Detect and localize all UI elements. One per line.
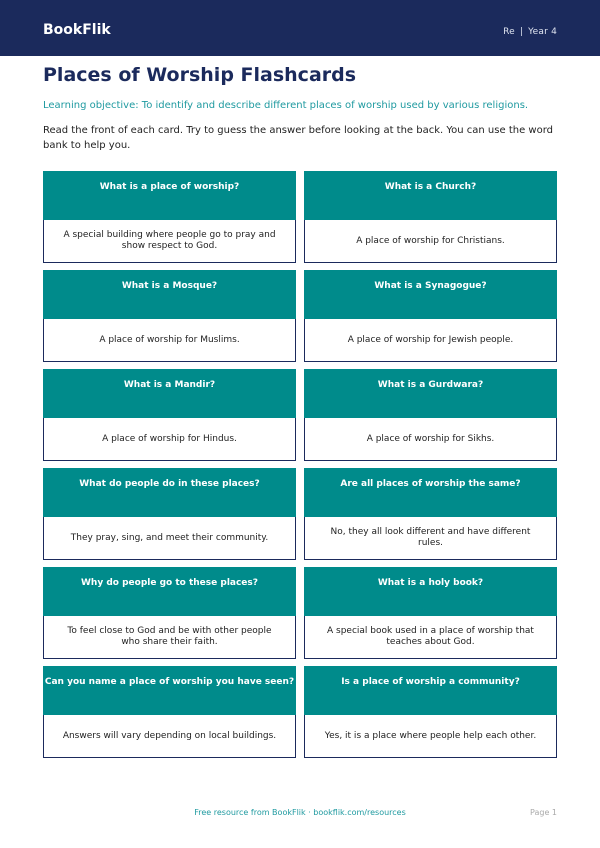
- flashcard-front[interactable]: Why do people go to these places?: [43, 567, 296, 616]
- meta-separator: |: [519, 27, 524, 37]
- flashcard[interactable]: [43, 171, 296, 263]
- flashcard-front[interactable]: What is a Synagogue?: [304, 270, 557, 319]
- footer-resource-link[interactable]: Free resource from BookFlik · bookflik.com/resources: [194, 808, 406, 817]
- flashcard-front[interactable]: What is a Mandir?: [43, 369, 296, 418]
- year-label: Year 4: [528, 27, 557, 37]
- flashcard-back: [304, 715, 557, 758]
- flashcard-answer: Answers will vary depending on local buildings.: [62, 730, 277, 741]
- flashcard-front[interactable]: Is a place of worship a community?: [304, 666, 557, 715]
- flashcard[interactable]: [43, 270, 296, 362]
- flashcard-answer: A place of worship for Hindus.: [102, 433, 237, 444]
- flashcard-answer: A special building where people go to pray and show respect to God.: [63, 230, 276, 251]
- flashcard-back: [43, 319, 296, 362]
- flashcard-answer: No, they all look different and have different rules.: [330, 527, 531, 548]
- flashcard[interactable]: [304, 468, 557, 560]
- flashcard-front[interactable]: Are all places of worship the same?: [304, 468, 557, 517]
- flashcard-grid: [43, 171, 557, 758]
- flashcard[interactable]: [304, 171, 557, 263]
- brand-logo[interactable]: BookFlik: [43, 22, 111, 38]
- page-number: Page 1: [530, 808, 557, 817]
- flashcard-front[interactable]: What is a holy book?: [304, 567, 557, 616]
- flashcard-answer: A special book used in a place of worship that teaches about God.: [327, 626, 534, 647]
- flashcard-back: [304, 319, 557, 362]
- subject-label: Re: [503, 27, 515, 37]
- flashcard-answer: A place of worship for Sikhs.: [366, 433, 495, 444]
- subject-year-label: [503, 27, 557, 37]
- flashcard[interactable]: [304, 369, 557, 461]
- instructions-text: Read the front of each card. Try to guess the answer before looking at the back. You can use the word bank to help you.: [43, 125, 553, 151]
- flashcard-back: [43, 418, 296, 461]
- flashcard-answer: A place of worship for Jewish people.: [347, 334, 514, 345]
- flashcard-back: [304, 616, 557, 659]
- flashcard[interactable]: [304, 567, 557, 659]
- flashcard-front[interactable]: What do people do in these places?: [43, 468, 296, 517]
- flashcard[interactable]: [43, 369, 296, 461]
- flashcard-front[interactable]: What is a place of worship?: [43, 171, 296, 220]
- flashcard-answer: A place of worship for Christians.: [356, 235, 505, 246]
- flashcard[interactable]: [304, 666, 557, 758]
- flashcard-answer: To feel close to God and be with other people who share their faith.: [67, 626, 272, 647]
- flashcard[interactable]: [304, 270, 557, 362]
- flashcard-answer: A place of worship for Muslims.: [99, 334, 240, 345]
- flashcard-back: [43, 220, 296, 263]
- learning-objective: Learning objective: To identify and describe different places of worship used by various religions.: [43, 100, 529, 111]
- flashcard[interactable]: [43, 468, 296, 560]
- flashcard-back: [304, 418, 557, 461]
- flashcard[interactable]: [43, 666, 296, 758]
- flashcard-back: [43, 517, 296, 560]
- flashcard-front[interactable]: What is a Gurdwara?: [304, 369, 557, 418]
- flashcard-answer: Yes, it is a place where people help each other.: [324, 730, 537, 741]
- page-title: Places of Worship Flashcards: [43, 64, 357, 86]
- flashcard-back: [304, 220, 557, 263]
- page-header: [0, 0, 600, 56]
- flashcard-back: [43, 616, 296, 659]
- flashcard-front[interactable]: What is a Church?: [304, 171, 557, 220]
- flashcard-back: [43, 715, 296, 758]
- flashcard-front[interactable]: What is a Mosque?: [43, 270, 296, 319]
- flashcard-answer: They pray, sing, and meet their community.: [70, 532, 269, 543]
- flashcard-front[interactable]: Can you name a place of worship you have seen?: [43, 666, 296, 715]
- flashcard-back: [304, 517, 557, 560]
- flashcard[interactable]: [43, 567, 296, 659]
